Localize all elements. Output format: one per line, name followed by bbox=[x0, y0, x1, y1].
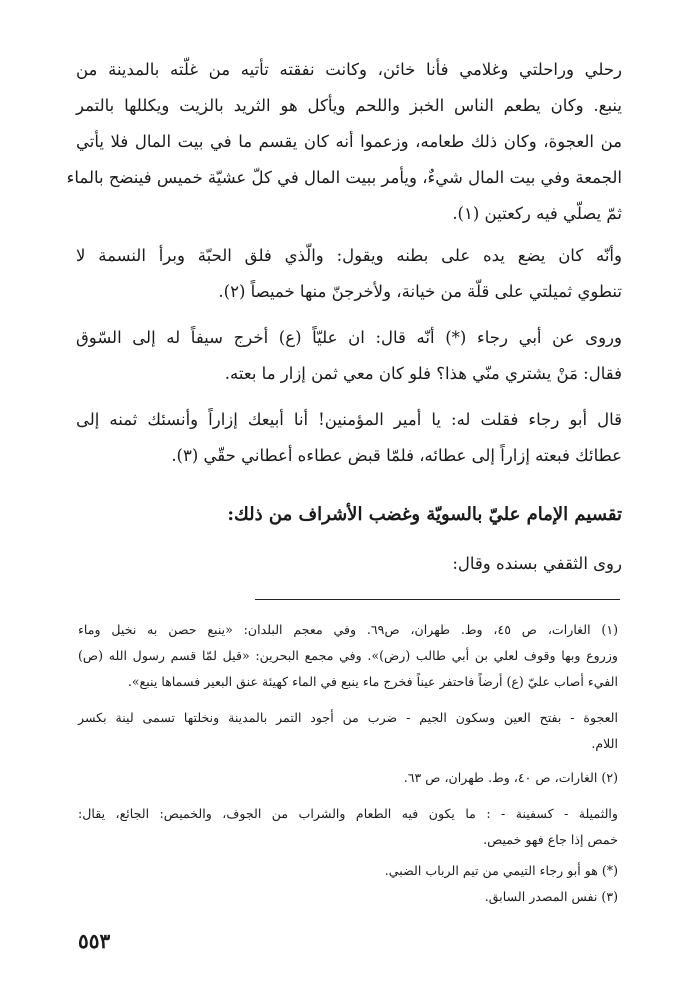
paragraph-1-line-2: ينبع. وكان يطعم الناس الخبز واللحم ويأكل هو الثريد بالزيت ويكللها بالتمر bbox=[76, 96, 622, 115]
footnote-line-1: (١) الغارات، ص ٤٥، وط. طهران، ص٦٩. وفي معجم البلدان: «ينبع حصن به نخيل وماء bbox=[78, 622, 618, 637]
paragraph-3-line-1: وروى عن أبي رجاء (*) أنّه قال: ان عليّاً (ع) أخرج سيفاً له إلى السّوق bbox=[76, 328, 622, 347]
paragraph-5: روى الثقفي بسنده وقال: bbox=[452, 554, 622, 573]
footnote-line-2: وزروع وبها وقوف لعلي بن أبي طالب (رض)». وفي مجمع البحرين: «قيل لمّا قسم رسول الله (ص) bbox=[78, 648, 618, 663]
paragraph-1-line-5: ثمّ يصلّي فيه ركعتين (١). bbox=[452, 204, 622, 223]
footnote-line-4: العجوة - بفتح العين وسكون الجيم - ضرب من أجود التمر بالمدينة ونخلتها تسمى لينة بكسر bbox=[78, 710, 618, 725]
page-number: ٥٥٣ bbox=[78, 929, 111, 953]
paragraph-4-line-2: عطائك فبعته إزاراً إلى عطائه، فلمّا قبض عطاءه أعطاني حقّي (٣). bbox=[171, 446, 622, 465]
paragraph-2-line-2: تنطوي ثميلتي على قلّة من خيانة، ولأخرجنّ منها خميصاً (٢). bbox=[218, 282, 622, 301]
paragraph-2-line-1: وأنّه كان يضع يده على بطنه ويقول: والّذي فلق الحبّة وبرأ النسمة لا bbox=[76, 246, 622, 265]
paragraph-1-line-3: من العجوة، وكان ذلك طعامه، وزعموا أنه كان يقسم ما في بيت المال فلا يأتي bbox=[76, 132, 622, 151]
footnote-line-5: اللام. bbox=[591, 736, 618, 751]
footnote-line-9: (*) هو أبو رجاء التيمي من تيم الرباب الضبي. bbox=[384, 863, 618, 878]
footnote-line-10: (٣) نفس المصدر السابق. bbox=[484, 889, 618, 904]
footnote-line-6: (٢) الغارات، ص ٤٠، وط. طهران، ص ٦٣. bbox=[403, 770, 618, 785]
footnote-line-7: والثميلة - كسفينة - : ما يكون فيه الطعام والشراب من الجوف، والخميص: الجائع، يقال: bbox=[78, 806, 618, 821]
paragraph-3-line-2: فقال: مَنْ يشتري منّي هذا؟ فلو كان معي ثمن إزار ما بعته. bbox=[224, 364, 622, 383]
paragraph-4-line-1: قال أبو رجاء فقلت له: يا أمير المؤمنين! أنا أبيعك إزاراً وأنسئك ثمنه إلى bbox=[76, 410, 622, 429]
paragraph-1-line-4: الجمعة وفي بيت المال شيءٌ، ويأمر ببيت المال في كلّ عشيّة خميس فينضح بالماء bbox=[66, 168, 622, 187]
footnote-line-3: الفيء أصاب عليّ (ع) أرضاً فاحتفر عيناً فخرج ماء ينبع في الماء كهيئة عنق البعير فسماها ينبع». bbox=[127, 674, 618, 689]
paragraph-1-line-1: رحلي وراحلتي وغلامي فأنا خائن، وكانت نفقته تأتيه من غلّته بالمدينة من bbox=[76, 60, 622, 79]
section-heading: تقسيم الإمام عليّ بالسويّة وغضب الأشراف من ذلك: bbox=[227, 504, 622, 525]
footnote-line-8: خمص إذا جاع فهو خميص. bbox=[483, 832, 618, 847]
footnote-separator bbox=[255, 599, 620, 600]
